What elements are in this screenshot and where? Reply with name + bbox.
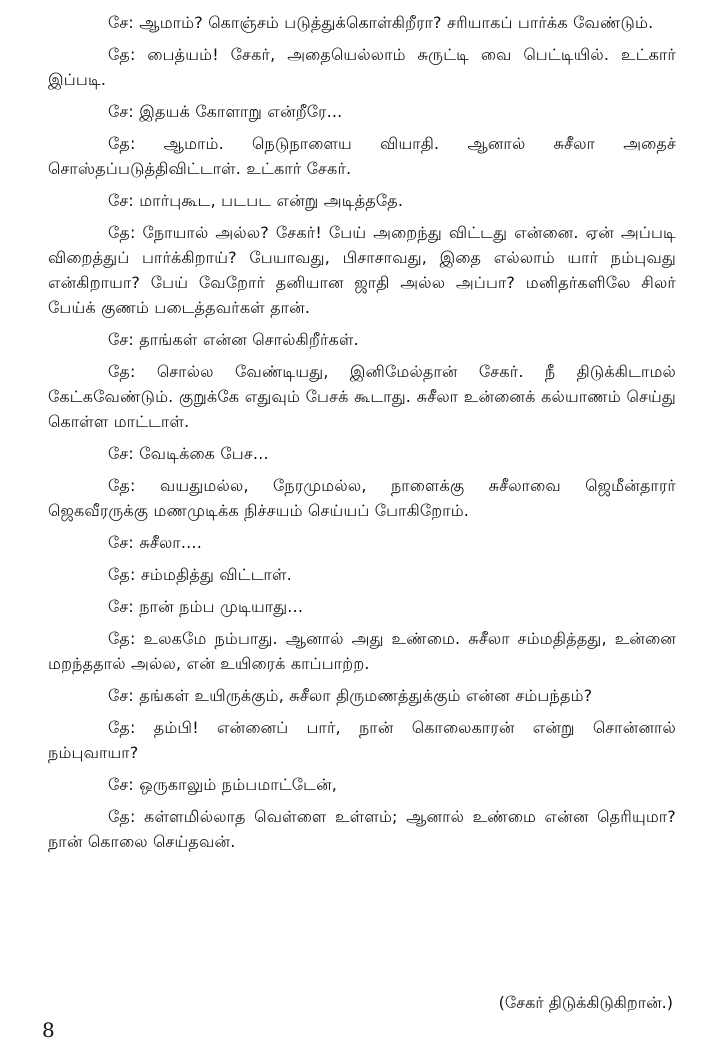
- dialogue-paragraph: தே: நோயால் அல்ல? சேகர்! பேய் அறைந்து விட்டது என்னை. ஏன் அப்படி விறைத்துப் பார்க்கிறாய்? பேயாவது, பிசாசாவது, இதை எல்லாம் யார் நம்புவது என்கிறாயா? பேய் வேறோர் தனியான ஜாதி அல்ல அப்பா? மனிதர்களிலே சிலர் பேய்க் குணம் படைத்தவர்கள் தான்.: [48, 223, 676, 317]
- dialogue-paragraph: சே: ஒருகாலும் நம்பமாட்டேன்,: [108, 775, 338, 794]
- dialogue-paragraph: தே: உலகமே நம்பாது. ஆனால் அது உண்மை. சுசீலா சம்மதித்தது, உன்னை மறந்ததால் அல்ல, என் உயிரைக் காப்பாற்ற.: [48, 629, 676, 673]
- dialogue-paragraph: தே: பைத்யம்! சேகர், அதையெல்லாம் சுருட்டி வை பெட்டியில். உட்கார் இப்படி.: [48, 45, 676, 89]
- dialogue-paragraph: தே: சொல்ல வேண்டியது, இனிமேல்தான் சேகர். நீ திடுக்கிடாமல் கேட்கவேண்டும். குறுக்கே எதுவும் பேசக் கூடாது. சுசீலா உன்னைக் கல்யாணம் செய்து கொள்ள மாட்டாள்.: [48, 362, 676, 431]
- dialogue-paragraph: சே: மார்புகூட, படபட என்று அடித்ததே.: [108, 191, 404, 210]
- stage-direction: (சேகர் திடுக்கிடுகிறான்.): [498, 993, 673, 1012]
- dialogue-paragraph: தே: ஆமாம். நெடுநாளைய வியாதி. ஆனால் சுசீலா அதைச் சொஸ்தப்படுத்திவிட்டாள். உட்கார் சேகர்.: [48, 134, 676, 178]
- dialogue-paragraph: சே: இதயக் கோளாறு என்றீரே...: [108, 102, 343, 121]
- dialogue-paragraph: தே: கள்ளமில்லாத வெள்ளை உள்ளம்; ஆனால் உண்மை என்ன தெரியுமா? நான் கொலை செய்தவன்.: [48, 807, 676, 851]
- dialogue-paragraph: சே: ஆமாம்? கொஞ்சம் படுத்துக்கொள்கிறீரா? சரியாகப் பார்க்க வேண்டும்.: [108, 13, 654, 32]
- dialogue-paragraph: சே: தாங்கள் என்ன சொல்கிறீர்கள்.: [108, 330, 359, 349]
- dialogue-paragraph: சே: வேடிக்கை பேச...: [108, 444, 269, 463]
- dialogue-paragraph: தே: தம்பி! என்னைப் பார், நான் கொலைகாரன் என்று சொன்னால் நம்புவாயா?: [48, 718, 676, 762]
- dialogue-paragraph: தே: வயதுமல்ல, நேரமுமல்ல, நாளைக்கு சுசீலாவை ஜெமீன்தாரர் ஜெகவீரருக்கு மணமுடிக்க நிச்சயம் செய்யப் போகிறோம்.: [48, 476, 676, 520]
- dialogue-paragraph: சே: நான் நம்ப முடியாது...: [108, 597, 304, 616]
- page-number: 8: [42, 1018, 55, 1042]
- dialogue-paragraph: தே: சம்மதித்து விட்டாள்.: [108, 565, 292, 584]
- dialogue-paragraph: சே: தங்கள் உயிருக்கும், சுசீலா திருமணத்துக்கும் என்ன சம்பந்தம்?: [108, 686, 593, 705]
- dialogue-paragraph: சே: சுசீலா....: [108, 533, 202, 552]
- page-body: [48, 10, 676, 861]
